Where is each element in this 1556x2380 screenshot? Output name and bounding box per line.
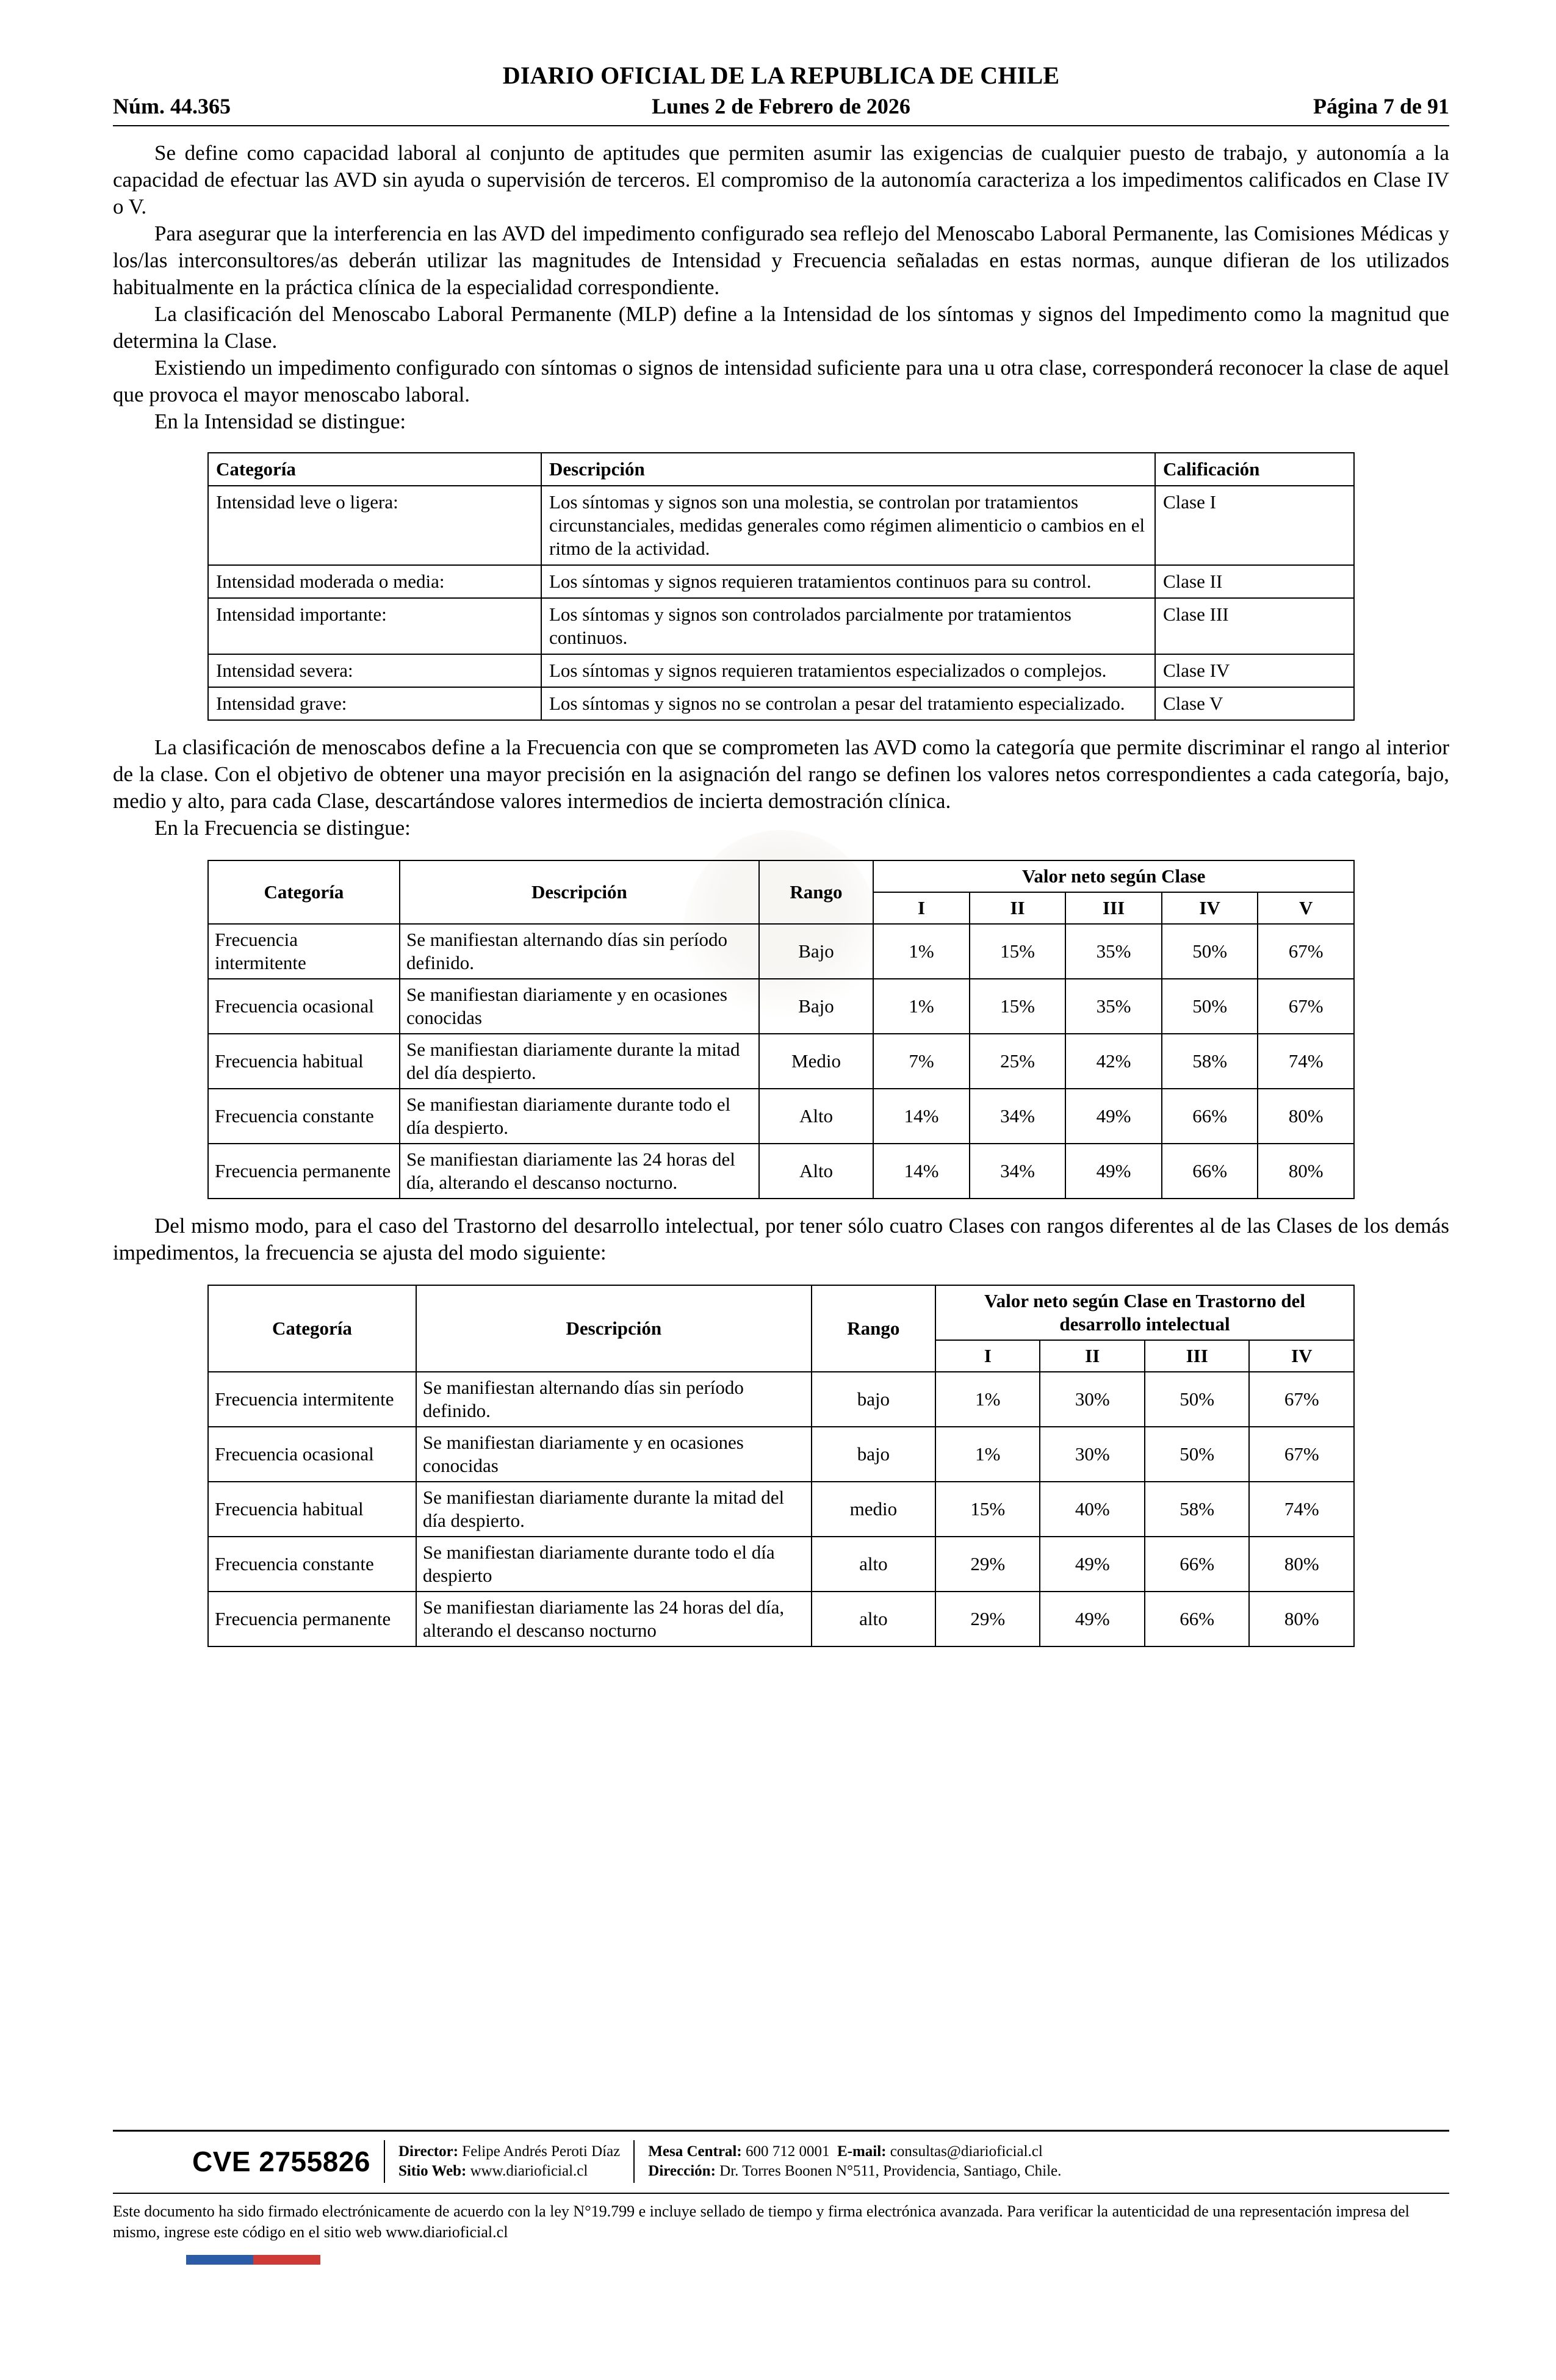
cell-valor: 35%	[1065, 979, 1162, 1034]
table-row	[208, 979, 1354, 1034]
director-label: Director:	[398, 2143, 459, 2160]
flag-white	[320, 2255, 387, 2265]
cell-valor: 30%	[1040, 1372, 1144, 1427]
table-header-row	[208, 453, 1354, 486]
cell-valor: 50%	[1145, 1427, 1249, 1482]
cell-valor: 50%	[1162, 979, 1258, 1034]
table-row	[208, 1427, 1354, 1482]
cell-valor: 35%	[1065, 924, 1162, 979]
table-row	[208, 598, 1354, 654]
footer-phone-line	[648, 2142, 1061, 2162]
page-footer	[113, 2130, 1449, 2265]
cell-valor: 7%	[873, 1034, 970, 1089]
cell-rango: alto	[812, 1592, 935, 1646]
footer-publisher-info	[398, 2142, 620, 2181]
col-clase-iv: IV	[1162, 892, 1258, 924]
col-group-valor-neto: Valor neto según Clase	[873, 860, 1354, 892]
direccion-value: Dr. Torres Boonen N°511, Providencia, Santiago, Chile.	[719, 2163, 1062, 2179]
table-row	[208, 1592, 1354, 1646]
cell-categoria: Frecuencia habitual	[208, 1034, 400, 1089]
flag-red	[253, 2255, 320, 2265]
cell-descripcion: Se manifiestan alternando días sin período definido.	[400, 924, 759, 979]
cell-valor: 1%	[935, 1427, 1040, 1482]
cell-calificacion: Clase I	[1155, 486, 1354, 565]
issue-date: Lunes 2 de Febrero de 2026	[652, 94, 910, 118]
col-categoria: Categoría	[208, 1285, 416, 1372]
cell-valor: 49%	[1040, 1592, 1144, 1646]
cell-valor: 25%	[970, 1034, 1066, 1089]
paragraph-8: Del mismo modo, para el caso del Trastorno del desarrollo intelectual, por tener sólo cuatro Clases con rangos diferentes al de las Clases de los demás impedimentos, la frecuencia se ajusta del modo siguiente:	[113, 1214, 1449, 1264]
cell-descripcion: Se manifiestan diariamente durante la mitad del día despierto.	[416, 1482, 812, 1537]
cell-descripcion: Se manifiestan diariamente durante la mitad del día despierto.	[400, 1034, 759, 1089]
cell-calificacion: Clase IV	[1155, 654, 1354, 687]
col-clase-v: V	[1258, 892, 1354, 924]
cell-categoria: Frecuencia constante	[208, 1537, 416, 1592]
footer-contact-info	[648, 2142, 1061, 2181]
footer-director-line	[398, 2142, 620, 2162]
cve-code: CVE 2755826	[192, 2146, 370, 2177]
director-name: Felipe Andrés Peroti Díaz	[462, 2143, 621, 2160]
cell-valor: 1%	[873, 979, 970, 1034]
col-clase-iii: III	[1065, 892, 1162, 924]
cell-descripcion: Se manifiestan diariamente las 24 horas del día, alterando el descanso nocturno.	[400, 1144, 759, 1199]
cell-descripcion: Los síntomas y signos requieren tratamientos especializados o complejos.	[541, 654, 1155, 687]
cell-categoria: Frecuencia intermitente	[208, 924, 400, 979]
email-label: E-mail:	[837, 2143, 887, 2160]
table-row	[208, 1482, 1354, 1537]
cell-rango: Medio	[759, 1034, 874, 1089]
cell-valor: 34%	[970, 1089, 1066, 1144]
cell-valor: 34%	[970, 1144, 1066, 1199]
cell-rango: Alto	[759, 1089, 874, 1144]
col-clase-iii: III	[1145, 1340, 1249, 1372]
frequency-intro-paragraphs	[113, 734, 1449, 842]
footer-info-row	[113, 2140, 1449, 2183]
paragraph-5: En la Intensidad se distingue:	[154, 409, 406, 433]
cell-rango: medio	[812, 1482, 935, 1537]
cell-categoria: Intensidad importante:	[208, 598, 541, 654]
cell-descripcion: Se manifiestan diariamente durante todo el día despierto.	[400, 1089, 759, 1144]
cell-calificacion: Clase III	[1155, 598, 1354, 654]
cell-categoria: Frecuencia constante	[208, 1089, 400, 1144]
cell-descripcion: Los síntomas y signos requieren tratamientos continuos para su control.	[541, 565, 1155, 598]
cell-valor: 80%	[1258, 1144, 1354, 1199]
table-header-row-group	[208, 860, 1354, 892]
table-row	[208, 565, 1354, 598]
col-categoria: Categoría	[208, 453, 541, 486]
publication-title: DIARIO OFICIAL DE LA REPUBLICA DE CHILE	[502, 62, 1060, 89]
cell-valor: 50%	[1162, 924, 1258, 979]
col-rango: Rango	[759, 860, 874, 924]
cell-valor: 58%	[1145, 1482, 1249, 1537]
header-meta-row	[113, 93, 1449, 119]
cell-rango: Alto	[759, 1144, 874, 1199]
flag-blue	[186, 2255, 253, 2265]
cell-categoria: Intensidad leve o ligera:	[208, 486, 541, 565]
cell-descripcion: Los síntomas y signos son una molestia, se controlan por tratamientos circunstanciales, medidas generales como régimen alimenticio o cambios en el ritmo de la actividad.	[541, 486, 1155, 565]
cell-descripcion: Se manifiestan diariamente y en ocasiones conocidas	[400, 979, 759, 1034]
legal-notice: Este documento ha sido firmado electrónicamente de acuerdo con la ley N°19.799 e incluye sellado de tiempo y firma electrónica avanzada. Para verificar la autenticidad de una representación impresa del mismo, ingrese este código en el sitio web www.diarioficial.cl	[113, 2202, 1410, 2241]
table-header-row-group	[208, 1285, 1354, 1340]
table-row	[208, 1144, 1354, 1199]
cell-valor: 1%	[935, 1372, 1040, 1427]
cell-valor: 67%	[1258, 924, 1354, 979]
paragraph-7: En la Frecuencia se distingue:	[154, 816, 411, 840]
paragraph-4: Existiendo un impedimento configurado con síntomas o signos de intensidad suficiente para una u otra clase, corresponderá reconocer la clase de aquel que provoca el mayor menoscabo laboral.	[113, 356, 1449, 406]
table-row	[208, 924, 1354, 979]
cell-categoria: Frecuencia permanente	[208, 1144, 400, 1199]
col-categoria: Categoría	[208, 860, 400, 924]
intellectual-frequency-table	[207, 1285, 1355, 1647]
cell-calificacion: Clase V	[1155, 687, 1354, 720]
cell-valor: 66%	[1162, 1144, 1258, 1199]
cell-valor: 1%	[873, 924, 970, 979]
cell-valor: 15%	[935, 1482, 1040, 1537]
footer-divider-top	[113, 2130, 1449, 2132]
cell-valor: 49%	[1065, 1144, 1162, 1199]
col-clase-iv: IV	[1249, 1340, 1354, 1372]
web-label: Sitio Web:	[398, 2163, 467, 2179]
cell-valor: 50%	[1145, 1372, 1249, 1427]
cell-valor: 49%	[1065, 1089, 1162, 1144]
cell-valor: 80%	[1249, 1537, 1354, 1592]
col-clase-i: I	[873, 892, 970, 924]
cell-categoria: Intensidad grave:	[208, 687, 541, 720]
cell-valor: 66%	[1145, 1537, 1249, 1592]
paragraph-3: La clasificación del Menoscabo Laboral Permanente (MLP) define a la Intensidad de los síntomas y signos del Impedimento como la magnitud que determina la Clase.	[113, 302, 1449, 353]
col-group-valor-neto-intelectual: Valor neto según Clase en Trastorno del desarrollo intelectual	[935, 1285, 1354, 1340]
issue-number: Núm. 44.365	[113, 94, 231, 118]
page-content	[113, 61, 1449, 1647]
col-clase-ii: II	[1040, 1340, 1144, 1372]
cell-rango: Bajo	[759, 979, 874, 1034]
col-descripcion: Descripción	[400, 860, 759, 924]
cell-categoria: Frecuencia intermitente	[208, 1372, 416, 1427]
cell-valor: 66%	[1145, 1592, 1249, 1646]
col-clase-i: I	[935, 1340, 1040, 1372]
table-row	[208, 1089, 1354, 1144]
col-rango: Rango	[812, 1285, 935, 1372]
cell-valor: 29%	[935, 1592, 1040, 1646]
page-header	[113, 61, 1449, 126]
footer-address-line	[648, 2162, 1061, 2181]
cell-categoria: Frecuencia permanente	[208, 1592, 416, 1646]
footer-divider-mid	[113, 2193, 1449, 2194]
cell-valor: 67%	[1249, 1372, 1354, 1427]
mesa-central-number: 600 712 0001	[745, 2143, 830, 2160]
cell-valor: 14%	[873, 1144, 970, 1199]
header-divider	[113, 125, 1449, 126]
cell-valor: 29%	[935, 1537, 1040, 1592]
table-row	[208, 1372, 1354, 1427]
paragraph-1: Se define como capacidad laboral al conjunto de aptitudes que permiten asumir las exigencias de cualquier puesto de trabajo, y autonomía a la capacidad de efectuar las AVD sin ayuda o supervisión de terceros. El compromiso de la autonomía caracteriza a los impedimentos calificados en Clase IV o V.	[113, 141, 1449, 218]
cell-valor: 80%	[1258, 1089, 1354, 1144]
cell-categoria: Frecuencia habitual	[208, 1482, 416, 1537]
footer-web-line	[398, 2162, 620, 2181]
cell-descripcion: Los síntomas y signos son controlados parcialmente por tratamientos continuos.	[541, 598, 1155, 654]
cell-valor: 40%	[1040, 1482, 1144, 1537]
cell-descripcion: Se manifiestan alternando días sin período definido.	[416, 1372, 812, 1427]
cell-rango: bajo	[812, 1372, 935, 1427]
table-row	[208, 1034, 1354, 1089]
paragraph-2: Para asegurar que la interferencia en las AVD del impedimento configurado sea reflejo del Menoscabo Laboral Permanente, las Comisiones Médicas y los/las interconsultores/as deberán utilizar las magnitudes de Intensidad y Frecuencia señaladas en estas normas, aunque difieran de los utilizados habitualmente en la práctica clínica de la especialidad correspondiente.	[113, 222, 1449, 299]
email-address[interactable]: consultas@diarioficial.cl	[890, 2143, 1043, 2160]
cell-valor: 74%	[1249, 1482, 1354, 1537]
mesa-central-label: Mesa Central:	[648, 2143, 742, 2160]
col-descripcion: Descripción	[541, 453, 1155, 486]
cell-categoria: Intensidad moderada o media:	[208, 565, 541, 598]
intro-paragraphs	[113, 140, 1449, 435]
footer-separator-1	[384, 2140, 385, 2183]
page-number: Página 7 de 91	[1313, 94, 1449, 118]
paragraph-6: La clasificación de menoscabos define a la Frecuencia con que se comprometen las AVD como la categoría que permite discriminar el rango al interior de la clase. Con el objetivo de obtener una mayor precisión en la asignación del rango se definen los valores netos correspondientes a cada categoría, bajo, medio y alto, para cada Clase, descartándose valores intermedios de incierta demostración clínica.	[113, 735, 1449, 813]
cell-valor: 66%	[1162, 1089, 1258, 1144]
cell-categoria: Intensidad severa:	[208, 654, 541, 687]
cell-valor: 49%	[1040, 1537, 1144, 1592]
cell-descripcion: Se manifiestan diariamente durante todo el día despierto	[416, 1537, 812, 1592]
cell-categoria: Frecuencia ocasional	[208, 1427, 416, 1482]
cell-rango: bajo	[812, 1427, 935, 1482]
col-clase-ii: II	[970, 892, 1066, 924]
cell-descripcion: Se manifiestan diariamente y en ocasiones conocidas	[416, 1427, 812, 1482]
intellectual-intro-paragraph	[113, 1213, 1449, 1266]
table-row	[208, 654, 1354, 687]
cell-valor: 74%	[1258, 1034, 1354, 1089]
table-row	[208, 486, 1354, 565]
col-calificacion: Calificación	[1155, 453, 1354, 486]
cell-valor: 14%	[873, 1089, 970, 1144]
intensity-table	[207, 452, 1355, 721]
cell-valor: 67%	[1249, 1427, 1354, 1482]
cell-descripcion: Se manifiestan diariamente las 24 horas del día, alterando el descanso nocturno	[416, 1592, 812, 1646]
cell-rango: alto	[812, 1537, 935, 1592]
cell-valor: 58%	[1162, 1034, 1258, 1089]
footer-separator-2	[633, 2140, 635, 2183]
cell-valor: 30%	[1040, 1427, 1144, 1482]
cell-valor: 67%	[1258, 979, 1354, 1034]
cell-descripcion: Los síntomas y signos no se controlan a pesar del tratamiento especializado.	[541, 687, 1155, 720]
cell-valor: 42%	[1065, 1034, 1162, 1089]
cell-valor: 80%	[1249, 1592, 1354, 1646]
web-url[interactable]: www.diarioficial.cl	[470, 2163, 588, 2179]
cell-rango: Bajo	[759, 924, 874, 979]
direccion-label: Dirección:	[648, 2163, 716, 2179]
cell-valor: 15%	[970, 979, 1066, 1034]
table-row	[208, 687, 1354, 720]
chile-flag-bar	[186, 2255, 387, 2265]
table-row	[208, 1537, 1354, 1592]
cell-valor: 15%	[970, 924, 1066, 979]
col-descripcion: Descripción	[416, 1285, 812, 1372]
cell-calificacion: Clase II	[1155, 565, 1354, 598]
frequency-table	[207, 860, 1355, 1199]
cell-categoria: Frecuencia ocasional	[208, 979, 400, 1034]
